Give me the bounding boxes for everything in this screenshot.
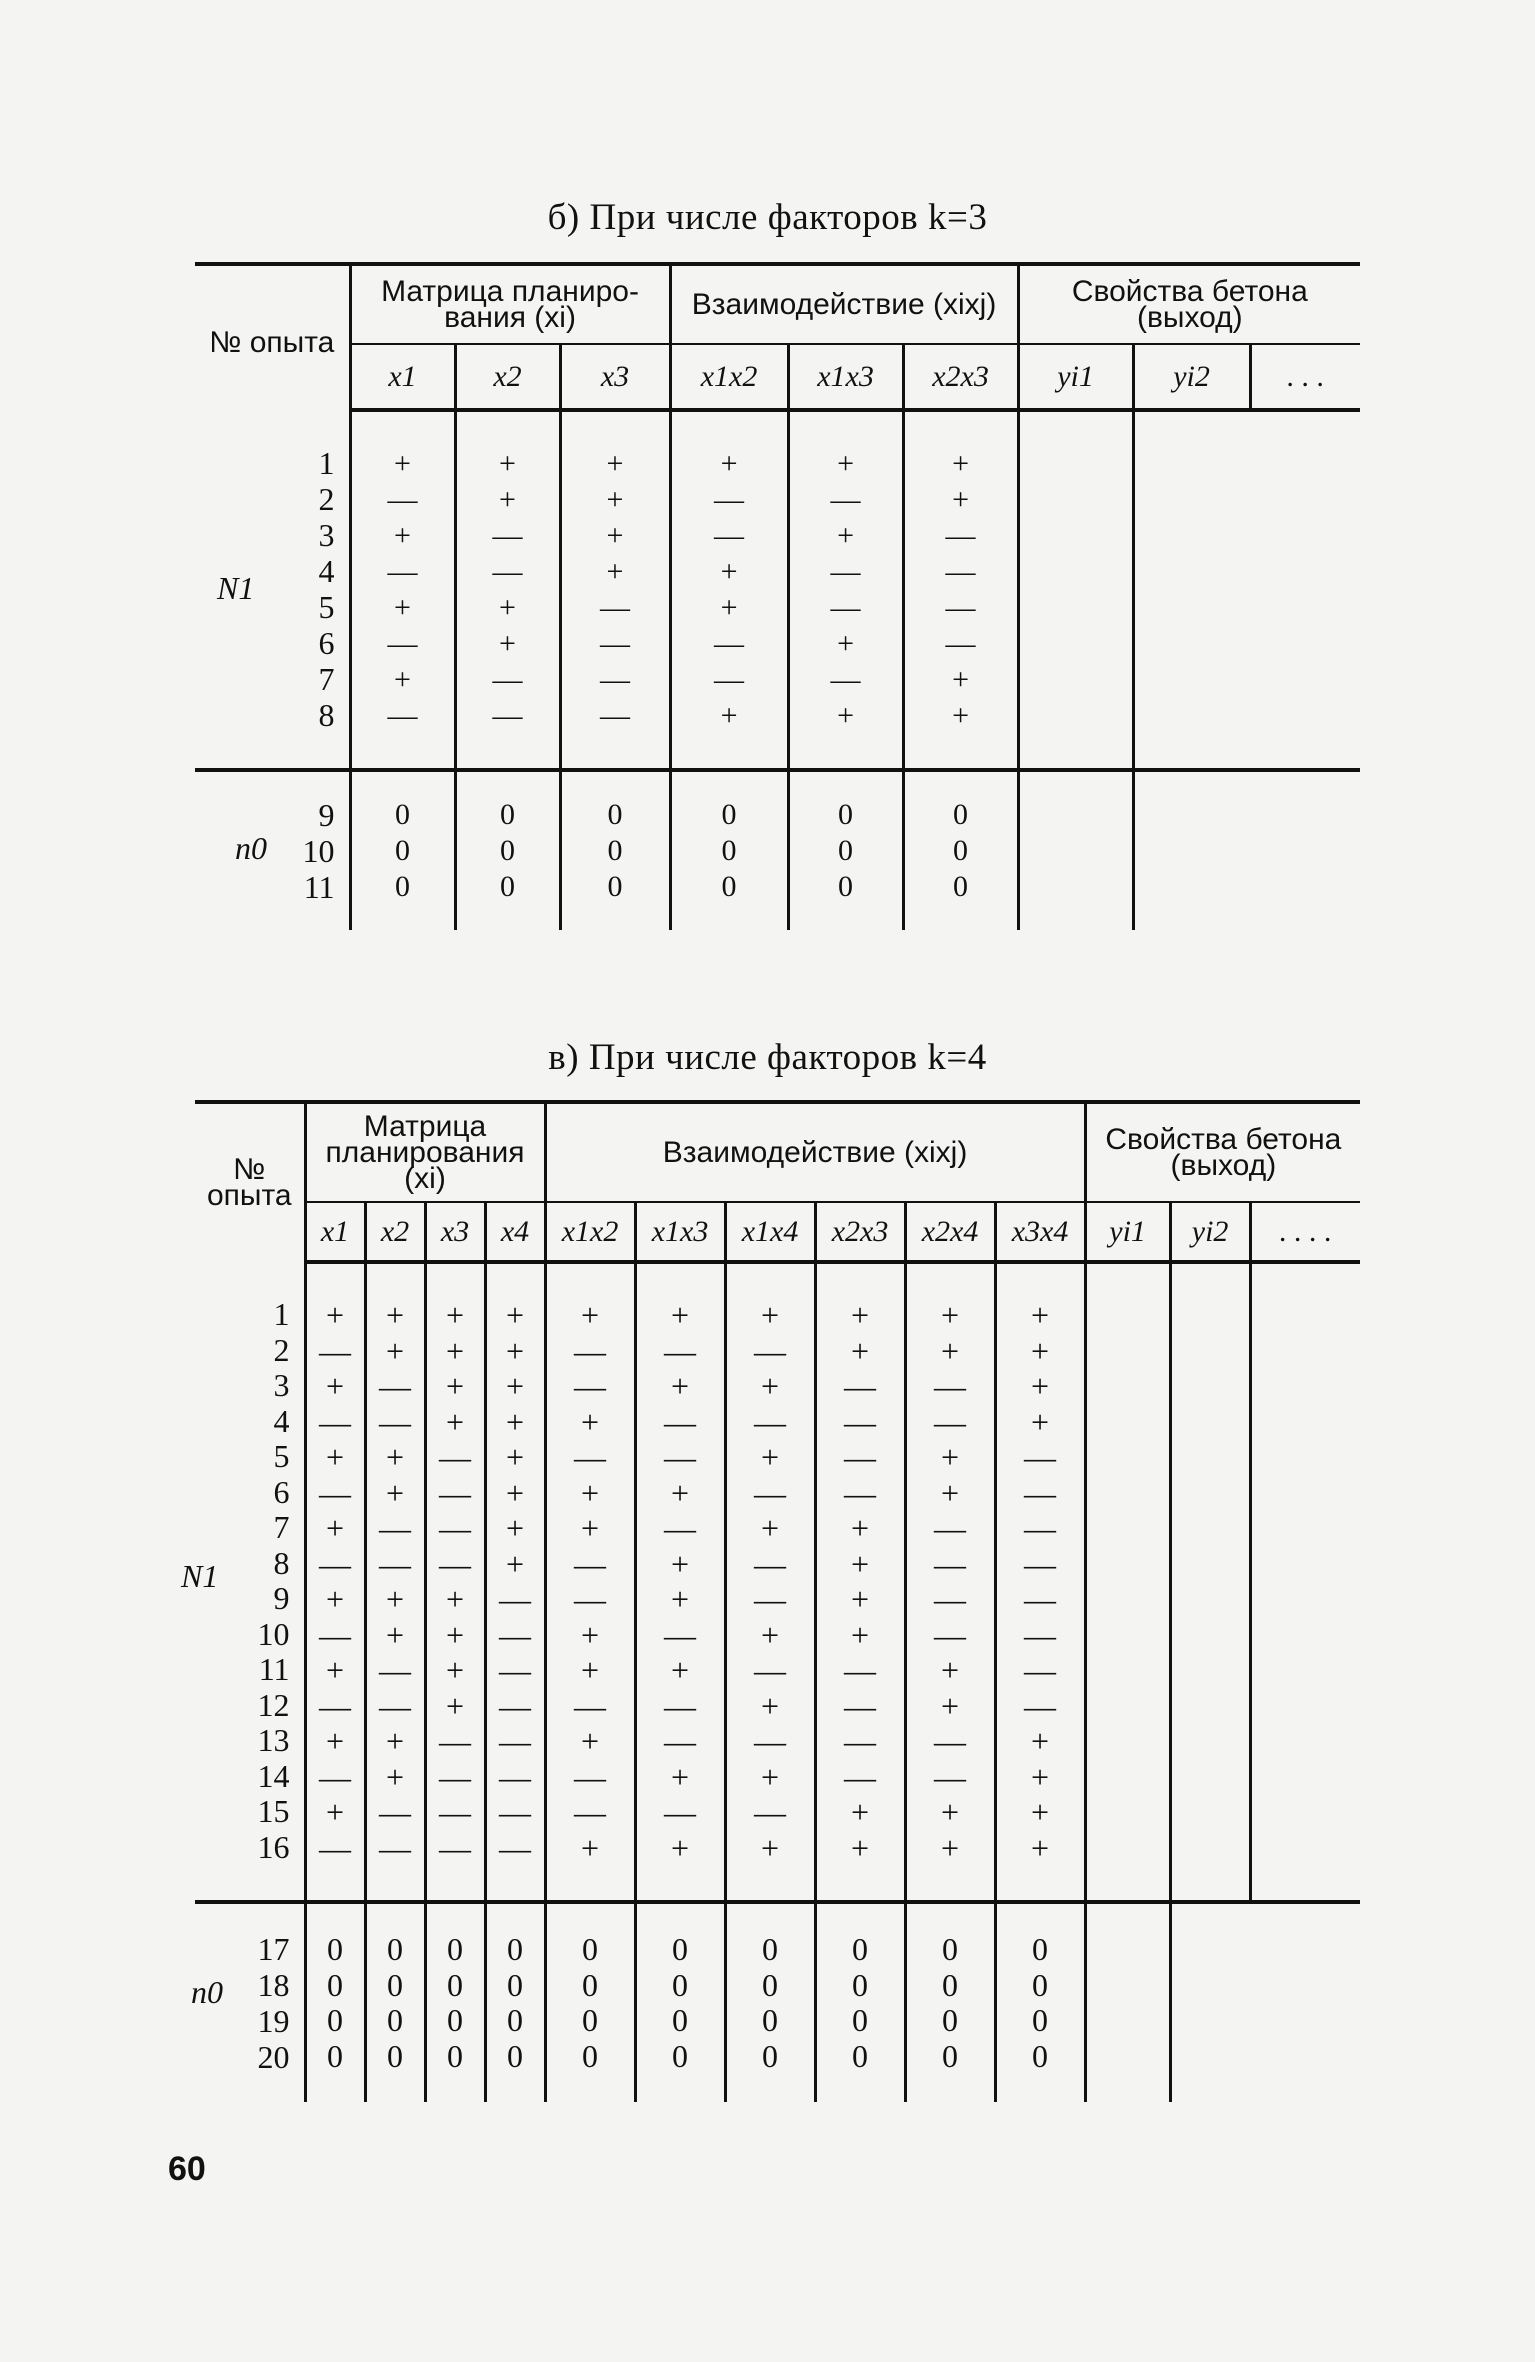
col-header-v-yi2: yi2	[1170, 1202, 1250, 1262]
group-v-n1-rows	[181, 1262, 305, 1902]
header-experiment-no-v: № опыта	[195, 1102, 305, 1262]
column-v-x1x2: + — — + — + + — — + + — + — — +	[545, 1262, 635, 1902]
column-more-n0	[1250, 770, 1360, 930]
row-numbers-n0: 9 10 11	[302, 797, 335, 905]
column-v-yi2	[1170, 1262, 1250, 1902]
group-label-v-n1: N1	[181, 1558, 219, 1594]
column-x1x3-n0: 0 0 0	[788, 770, 903, 930]
col-header-x1x2: x1x2	[670, 344, 788, 410]
column-v-more	[1250, 1262, 1360, 1902]
col-header-x1x3: x1x3	[788, 344, 903, 410]
column-x3-n0: 0 0 0	[560, 770, 670, 930]
col-header-v-x4: x4	[485, 1202, 545, 1262]
col-header-v-x1x2: x1x2	[545, 1202, 635, 1262]
header-interaction-v: Взаимодействие (xixj)	[545, 1102, 1085, 1202]
col-header-x1: x1	[350, 344, 455, 410]
col-header-v-yi1: yi1	[1085, 1202, 1170, 1262]
group-label-n1: N1	[217, 570, 255, 606]
col-header-v-x1: x1	[305, 1202, 365, 1262]
header-concrete-properties: Свойства бетона (выход)	[1018, 264, 1360, 344]
group-label-n0: n0	[235, 830, 267, 866]
column-v-x4: + + + + + + + + — — — — — — — —	[485, 1262, 545, 1902]
group-n0-rows	[195, 770, 350, 930]
column-yi1	[1018, 410, 1133, 770]
row-numbers-v: 1 2 3 4 5 6 7 8 9 10 11 12 13 14 15 16	[257, 1296, 290, 1865]
column-x1x2-n0: 0 0 0	[670, 770, 788, 930]
column-v-x1x3: + — + — — + — + + — + — — + — +	[635, 1262, 725, 1902]
column-v-x1: + — + — + — + — + — + — + — + —	[305, 1262, 365, 1902]
col-header-x2x3: x2x3	[903, 344, 1018, 410]
col-header-v-x1x4: x1x4	[725, 1202, 815, 1262]
col-header-yi1: yi1	[1018, 344, 1133, 410]
col-header-v-x3: x3	[425, 1202, 485, 1262]
column-v-x2x4-n0: 0 0 0 0	[905, 1902, 995, 2102]
column-v-x1x4: + — + — + — + — — + — + — + — +	[725, 1262, 815, 1902]
group-n1-rows	[195, 410, 350, 770]
column-yi1-n0	[1018, 770, 1133, 930]
header-interaction: Взаимодействие (xixj)	[670, 264, 1018, 344]
caption-table-v: в) При числе факторов k=4	[548, 1037, 987, 1078]
column-x1: + — + — + — + —	[350, 410, 455, 770]
header-planning-matrix-v: Матрица планирования (xi)	[305, 1102, 545, 1202]
column-v-x3-n0: 0 0 0 0	[425, 1902, 485, 2102]
col-header-x2: x2	[455, 344, 560, 410]
col-header-more: . . .	[1250, 344, 1360, 410]
col-header-v-x2: x2	[365, 1202, 425, 1262]
column-x1x2: + — — + + — — +	[670, 410, 788, 770]
column-v-x3: + + + + — — — — + + + + — — — —	[425, 1262, 485, 1902]
col-header-x3: x3	[560, 344, 670, 410]
column-v-x2: + + — — + + — — + + — — + + — —	[365, 1262, 425, 1902]
col-header-yi2: yi2	[1133, 344, 1250, 410]
column-yi2-n0	[1133, 770, 1250, 930]
column-more	[1250, 410, 1360, 770]
column-v-x1x2-n0: 0 0 0 0	[545, 1902, 635, 2102]
column-v-yi1-n0	[1085, 1902, 1170, 2102]
page-number: 60	[168, 2150, 206, 2188]
column-x2-n0: 0 0 0	[455, 770, 560, 930]
column-v-more-n0	[1250, 1902, 1360, 2102]
row-numbers-v-n0: 17 18 19 20	[257, 1931, 290, 2075]
column-v-x1x4-n0: 0 0 0 0	[725, 1902, 815, 2102]
group-v-n0-rows	[191, 1902, 305, 2102]
column-v-x4-n0: 0 0 0 0	[485, 1902, 545, 2102]
header-planning-matrix: Матрица планиро-вания (xi)	[350, 264, 670, 344]
column-yi2	[1133, 410, 1250, 770]
col-header-v-x2x4: x2x4	[905, 1202, 995, 1262]
column-v-x2x4: + + — — + + — — — — + + — — + +	[905, 1262, 995, 1902]
column-x3: + + + + — — — —	[560, 410, 670, 770]
col-header-v-x1x3: x1x3	[635, 1202, 725, 1262]
column-x1-n0: 0 0 0	[350, 770, 455, 930]
table-b	[195, 262, 1360, 930]
column-x2: + + — — + + — —	[455, 410, 560, 770]
column-x1x3: + — + — — + — +	[788, 410, 903, 770]
column-x2x3-n0: 0 0 0	[903, 770, 1018, 930]
column-v-x3x4-n0: 0 0 0 0	[995, 1902, 1085, 2102]
column-v-yi2-n0	[1170, 1902, 1250, 2102]
column-v-x2x3: + + — — — — + + + + — — — — + +	[815, 1262, 905, 1902]
header-experiment-no: № опыта	[195, 264, 350, 410]
column-v-x1x3-n0: 0 0 0 0	[635, 1902, 725, 2102]
column-v-yi1	[1085, 1262, 1170, 1902]
header-concrete-properties-v: Свойства бетона (выход)	[1085, 1102, 1360, 1202]
column-v-x2x3-n0: 0 0 0 0	[815, 1902, 905, 2102]
table-v	[181, 1100, 1360, 2102]
column-v-x1-n0: 0 0 0 0	[305, 1902, 365, 2102]
group-label-v-n0: n0	[191, 1974, 223, 2010]
column-x2x3: + + — — — — + +	[903, 410, 1018, 770]
column-v-x2-n0: 0 0 0 0	[365, 1902, 425, 2102]
caption-table-b: б) При числе факторов k=3	[547, 197, 988, 238]
col-header-v-more: . . . .	[1250, 1202, 1360, 1262]
column-v-x3x4: + + + + — — — — — — — — + + + +	[995, 1262, 1085, 1902]
col-header-v-x2x3: x2x3	[815, 1202, 905, 1262]
col-header-v-x3x4: x3x4	[995, 1202, 1085, 1262]
row-numbers: 1 2 3 4 5 6 7 8	[318, 445, 335, 733]
